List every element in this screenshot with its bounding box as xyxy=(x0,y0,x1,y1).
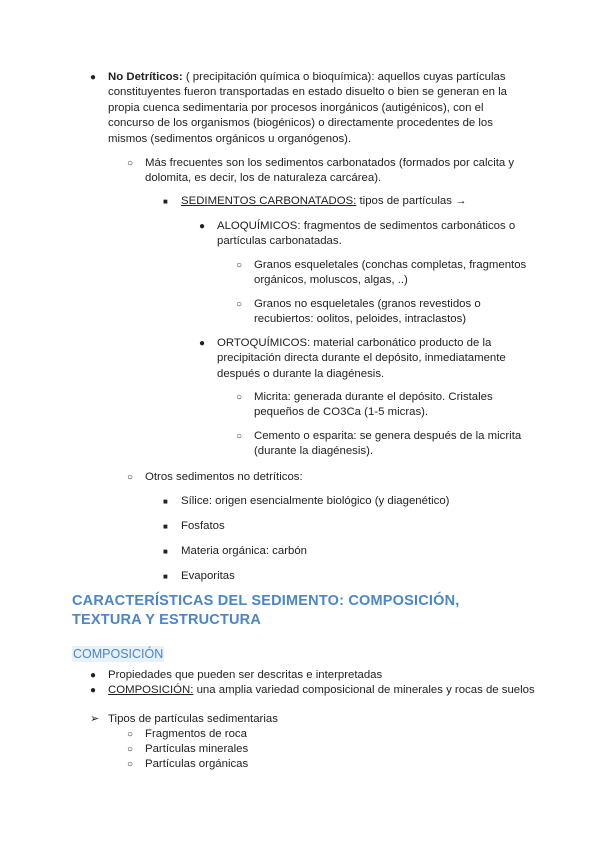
composicion-subheading: COMPOSICIÓN xyxy=(73,647,164,661)
circle-bullet: ○ xyxy=(236,392,243,403)
circle-bullet: ○ xyxy=(127,472,134,483)
sed-carb-text: tipos de partículas → xyxy=(356,195,467,207)
square-bullet: ■ xyxy=(163,497,168,506)
circle-bullet: ○ xyxy=(236,260,243,271)
disc-bullet: ● xyxy=(90,685,97,696)
disc-bullet: ● xyxy=(90,72,97,83)
micrita-text: Micrita: generada durante el depósito. Cristales pequeños de CO3Ca (1-5 micras). xyxy=(254,391,493,419)
circle-bullet: ○ xyxy=(236,431,243,442)
comp-item-text: una amplia variedad composicional de minerales y rocas de suelos xyxy=(193,684,535,696)
comp-item-label: COMPOSICIÓN: xyxy=(108,684,194,696)
otros-item: Evaporitas xyxy=(181,570,235,582)
square-bullet: ■ xyxy=(163,197,168,206)
sed-carb-label: SEDIMENTOS CARBONATADOS: xyxy=(181,195,357,207)
arrow-bullet: ➢ xyxy=(90,713,100,725)
disc-bullet: ● xyxy=(199,338,206,349)
aloquimicos-text: ALOQUÍMICOS: fragmentos de sedimentos carbonáticos o partículas carbonatadas. xyxy=(217,220,516,248)
square-bullet: ■ xyxy=(163,522,168,531)
circle-bullet: ○ xyxy=(236,299,243,310)
circle-bullet: ○ xyxy=(127,759,134,770)
no-detriticos-paragraph xyxy=(108,70,518,147)
no-detriticos-text: ( precipitación química o bioquímica): aquellos cuyas partículas constituyentes fueron transportadas en estado disuelto o bien se generan en la propia cuenca sedimentaria por procesos inorgánicos (autigénicos), con el concurso de los organismos (biogénicos) o directamente procedentes de los mismos (sedimentos orgánicos u organógenos). xyxy=(108,71,507,145)
cemento-text: Cemento o esparita: se genera después de la micrita (durante la diagénesis). xyxy=(254,430,522,458)
circle-bullet: ○ xyxy=(127,744,134,755)
disc-bullet: ● xyxy=(90,670,97,681)
otros-text: Otros sedimentos no detríticos: xyxy=(145,471,303,483)
comp-item: Propiedades que pueden ser descritas e interpretadas xyxy=(108,669,383,681)
no-detriticos-label: No Detríticos: xyxy=(108,71,183,83)
otros-item: Materia orgánica: carbón xyxy=(181,545,307,557)
ortoquimicos-text: ORTOQUÍMICOS: material carbonático producto de la precipitación directa durante el depósito, inmediatamente después o durante la diagénesis. xyxy=(217,337,506,380)
granos-esqueletales: Granos esqueletales (conchas completas, fragmentos orgánicos, moluscos, algas, ..) xyxy=(254,259,527,287)
otros-item: Fosfatos xyxy=(181,520,225,532)
section-heading: CARACTERÍSTICAS DEL SEDIMENTO: COMPOSICIÓN, TEXTURA Y ESTRUCTURA xyxy=(72,593,460,628)
comp-item xyxy=(108,683,538,698)
tipos-item: Partículas orgánicas xyxy=(145,758,249,770)
circle-bullet: ○ xyxy=(127,158,134,169)
sedimentos-carbonatados xyxy=(181,194,511,209)
circle-bullet: ○ xyxy=(127,729,134,740)
granos-no-esqueletales: Granos no esqueletales (granos revestidos o recubiertos: oolitos, peloides, intraclastos) xyxy=(254,298,481,326)
otros-item: Sílice: origen esencialmente biológico (y diagenético) xyxy=(181,495,450,507)
tipos-label: Tipos de partículas sedimentarias xyxy=(108,713,278,725)
tipos-item: Partículas minerales xyxy=(145,743,249,755)
carbonatados-intro: Más frecuentes son los sedimentos carbonatados (formados por calcita y dolomita, es decir, los de naturaleza carcárea). xyxy=(145,157,515,185)
disc-bullet: ● xyxy=(199,221,206,232)
square-bullet: ■ xyxy=(163,572,168,581)
tipos-item: Fragmentos de roca xyxy=(145,728,247,740)
square-bullet: ■ xyxy=(163,547,168,556)
